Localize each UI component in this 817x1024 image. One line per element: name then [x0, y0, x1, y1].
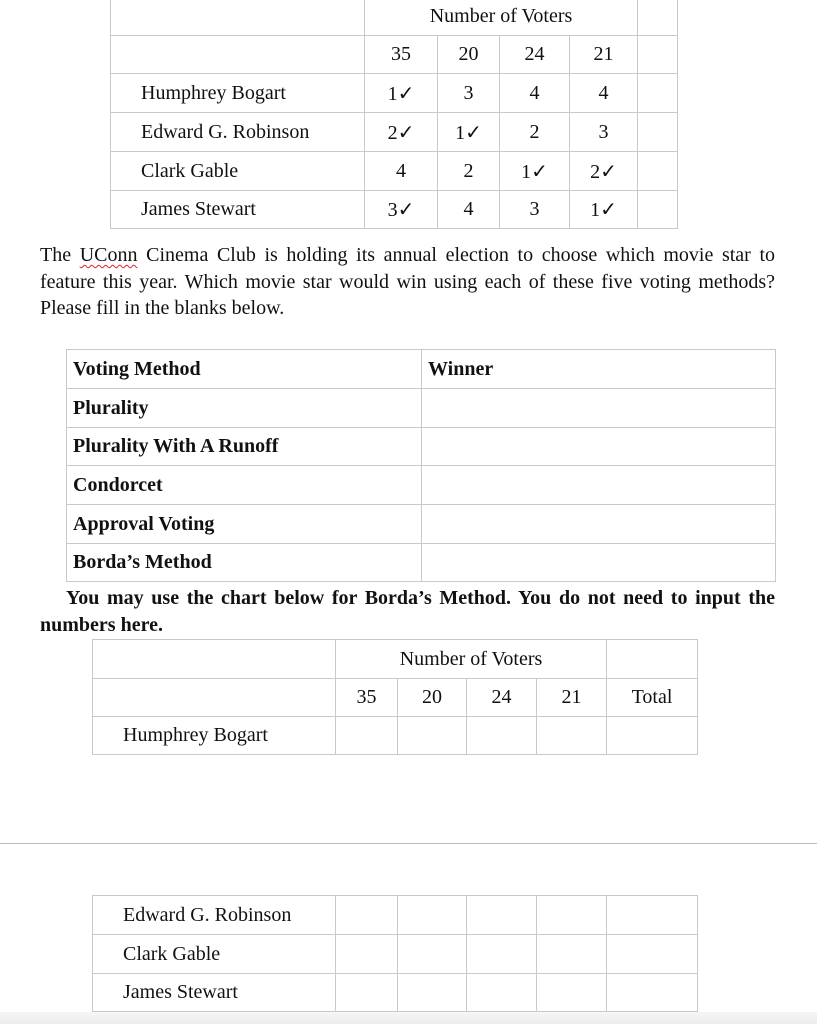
voter-count: 21: [570, 36, 638, 74]
window-bottom-edge: [0, 1012, 817, 1024]
voter-count: 20: [398, 679, 467, 717]
empty-cell: [638, 152, 678, 191]
intro-text-before: The: [40, 244, 80, 266]
number-of-voters-header: Number of Voters: [365, 0, 638, 36]
table-row: [111, 152, 678, 191]
empty-cell: [111, 0, 365, 36]
candidate-name: Clark Gable: [111, 152, 365, 191]
empty-cell: [638, 191, 678, 229]
candidate-name: James Stewart: [93, 974, 336, 1012]
borda-blank[interactable]: [537, 974, 607, 1012]
borda-table-bottom: [92, 895, 698, 1012]
table-row: [111, 191, 678, 229]
borda-blank[interactable]: [336, 717, 398, 755]
table-row: [67, 389, 776, 428]
rank-cell: 2✓: [365, 113, 438, 152]
table-row: [111, 74, 678, 113]
club-name: UConn: [79, 244, 138, 266]
empty-cell: [607, 640, 698, 679]
voting-method-header: Voting Method: [67, 350, 422, 389]
number-of-voters-header: Number of Voters: [336, 640, 607, 679]
ranking-table: [110, 0, 678, 229]
empty-cell: [638, 36, 678, 74]
rank-cell: 1✓: [570, 191, 638, 229]
page-break-divider: [0, 843, 817, 844]
method-label: Approval Voting: [67, 505, 422, 544]
borda-blank[interactable]: [336, 974, 398, 1012]
table-row: [93, 974, 698, 1012]
rank-cell: 2: [500, 113, 570, 152]
borda-table-top: [92, 639, 698, 755]
total-header: Total: [607, 679, 698, 717]
voter-count: 24: [467, 679, 537, 717]
table-row: [67, 466, 776, 505]
borda-blank[interactable]: [537, 896, 607, 935]
rank-cell: 2✓: [570, 152, 638, 191]
rank-cell: 1✓: [438, 113, 500, 152]
table-row: [67, 428, 776, 466]
voter-count: 24: [500, 36, 570, 74]
borda-blank[interactable]: [467, 974, 537, 1012]
empty-cell: [638, 113, 678, 152]
rank-cell: 3: [500, 191, 570, 229]
rank-cell: 1✓: [500, 152, 570, 191]
borda-blank[interactable]: [607, 896, 698, 935]
borda-blank[interactable]: [336, 935, 398, 974]
candidate-name: Edward G. Robinson: [93, 896, 336, 935]
borda-blank[interactable]: [467, 717, 537, 755]
candidate-name: Clark Gable: [93, 935, 336, 974]
borda-blank[interactable]: [336, 896, 398, 935]
candidate-name: Edward G. Robinson: [111, 113, 365, 152]
rank-cell: 4: [570, 74, 638, 113]
borda-blank[interactable]: [607, 717, 698, 755]
empty-cell: [638, 0, 678, 36]
candidate-name: Humphrey Bogart: [93, 717, 336, 755]
borda-blank[interactable]: [398, 935, 467, 974]
winner-blank[interactable]: [422, 505, 776, 544]
table-row: [111, 113, 678, 152]
empty-cell: [638, 74, 678, 113]
voting-methods-table: [66, 349, 776, 582]
borda-note: You may use the chart below for Borda’s Method. You do not need to input the numbers here.: [40, 587, 775, 636]
method-label: Plurality With A Runoff: [67, 428, 422, 466]
winner-blank[interactable]: [422, 389, 776, 428]
voter-count: 20: [438, 36, 500, 74]
borda-blank[interactable]: [467, 935, 537, 974]
winner-blank[interactable]: [422, 466, 776, 505]
rank-cell: 4: [438, 191, 500, 229]
empty-cell: [93, 679, 336, 717]
voter-count: 35: [336, 679, 398, 717]
borda-blank[interactable]: [607, 974, 698, 1012]
borda-blank[interactable]: [467, 896, 537, 935]
rank-cell: 3: [438, 74, 500, 113]
borda-blank[interactable]: [398, 974, 467, 1012]
table-row: [93, 935, 698, 974]
intro-text-after: Cinema Club is holding its annual election to choose which movie star to feature this year. Which movie star would win using each of these five voting methods? Please fill in the blanks below.: [40, 244, 775, 319]
borda-blank[interactable]: [537, 935, 607, 974]
winner-blank[interactable]: [422, 544, 776, 582]
rank-cell: 2: [438, 152, 500, 191]
borda-blank[interactable]: [398, 896, 467, 935]
empty-cell: [93, 640, 336, 679]
voter-count: 21: [537, 679, 607, 717]
table-row: [67, 544, 776, 582]
rank-cell: 4: [365, 152, 438, 191]
method-label: Borda’s Method: [67, 544, 422, 582]
table-row: [93, 717, 698, 755]
borda-blank[interactable]: [398, 717, 467, 755]
method-label: Plurality: [67, 389, 422, 428]
winner-header: Winner: [422, 350, 776, 389]
table-row: [67, 505, 776, 544]
borda-blank[interactable]: [607, 935, 698, 974]
table-row: [93, 896, 698, 935]
voter-count: 35: [365, 36, 438, 74]
candidate-name: Humphrey Bogart: [111, 74, 365, 113]
candidate-name: James Stewart: [111, 191, 365, 229]
method-label: Condorcet: [67, 466, 422, 505]
rank-cell: 3✓: [365, 191, 438, 229]
winner-blank[interactable]: [422, 428, 776, 466]
rank-cell: 4: [500, 74, 570, 113]
rank-cell: 3: [570, 113, 638, 152]
borda-blank[interactable]: [537, 717, 607, 755]
empty-cell: [111, 36, 365, 74]
intro-paragraph: [40, 242, 775, 322]
rank-cell: 1✓: [365, 74, 438, 113]
